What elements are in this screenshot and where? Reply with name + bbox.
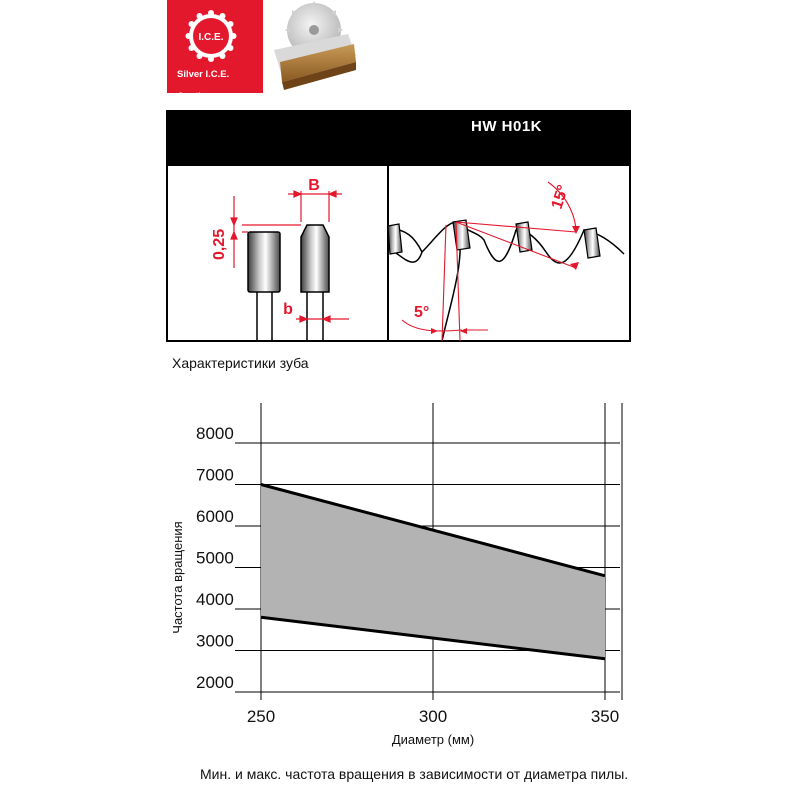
tooth-cross-section xyxy=(211,177,349,341)
y-tick-label: 4000 xyxy=(196,590,234,609)
model-name: HW H01K xyxy=(471,118,543,135)
svg-text:I.C.E.: I.C.E. xyxy=(198,32,224,43)
tooth-drawings xyxy=(166,110,631,342)
y-tick-label: 6000 xyxy=(196,507,234,526)
top-angle-label: 15° xyxy=(548,182,573,212)
x-axis-label: Диаметр (мм) xyxy=(391,732,475,747)
saw-blade-photo xyxy=(268,0,358,93)
tooth-caption: Характеристики зуба xyxy=(172,355,309,371)
tooth-geometry-panel xyxy=(166,110,631,342)
coating-line-2: Coating xyxy=(177,91,213,102)
y-tick-label: 7000 xyxy=(196,465,234,485)
clearance-angle-label: 5° xyxy=(414,304,430,321)
chart-caption: Мин. и макс. частота вращения в зависимости от диаметра пилы. xyxy=(200,766,629,782)
y-tick-label: 3000 xyxy=(196,631,234,651)
blade-profile xyxy=(388,182,624,341)
x-tick-label: 300 xyxy=(418,707,448,726)
y-tick-label: 8000 xyxy=(196,424,234,443)
y-axis-label: Частота вращения xyxy=(170,521,185,634)
rpm-chart xyxy=(0,400,800,760)
x-tick-label: 350 xyxy=(590,707,620,726)
coating-line-1: Silver I.C.E. xyxy=(177,69,230,80)
y-tick-label: 5000 xyxy=(196,548,234,568)
y-tick-label: 2000 xyxy=(196,673,234,692)
clearance-label: 0,25 xyxy=(211,228,228,260)
ice-coating-badge xyxy=(167,0,263,102)
dimension-b-label: b xyxy=(283,301,293,318)
x-tick-label: 250 xyxy=(246,707,276,726)
dimension-B-label: B xyxy=(308,177,320,194)
